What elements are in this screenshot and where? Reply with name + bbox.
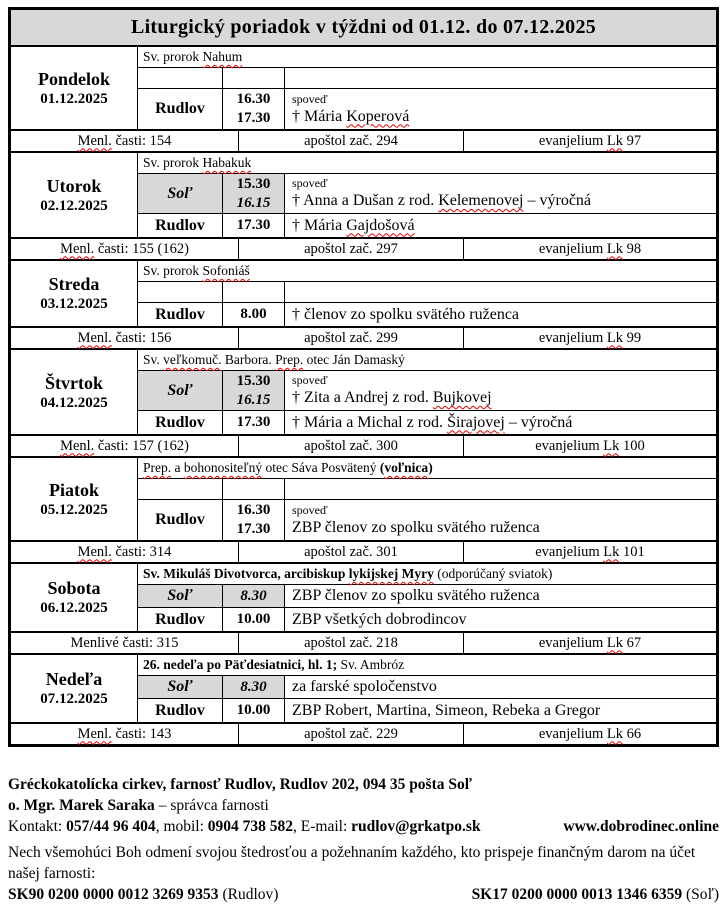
place-cell: Rudlov xyxy=(138,699,223,722)
description-cell xyxy=(285,282,716,302)
schedule-table xyxy=(8,7,719,747)
description-cell: spoveď † Mária Koperová xyxy=(285,89,716,129)
confession-label: spoveď xyxy=(292,91,328,106)
readings-row xyxy=(11,631,716,653)
empty-row xyxy=(138,479,716,500)
place-cell: Rudlov xyxy=(138,89,223,129)
evanjelium-cell: evanjelium Lk 97 xyxy=(538,132,642,149)
service-row xyxy=(138,500,716,540)
day-cell xyxy=(11,458,138,540)
service-row xyxy=(138,371,716,411)
evanjelium-cell: evanjelium Lk 98 xyxy=(538,240,642,257)
spellcheck-word: bohonositeľný xyxy=(183,460,263,475)
day-block-sunday xyxy=(11,655,716,744)
description-cell: spoveď ZBP členov zo spolku svätého ruženca xyxy=(285,500,716,540)
description-cell: ZBP členov zo spolku svätého ruženca xyxy=(292,587,540,604)
evanjelium-cell: evanjelium Lk 67 xyxy=(538,634,642,651)
evanjelium-cell: evanjelium Lk 101 xyxy=(535,543,645,560)
iban-line: SK90 0200 0000 0012 3269 9353 (Rudlov) SK17 0200 0000 0013 1346 6359 (Soľ) xyxy=(8,886,719,903)
spellcheck-word: Širajovej xyxy=(447,413,505,431)
time-cell: 8.00 xyxy=(223,303,285,326)
day-block-tuesday xyxy=(11,153,716,261)
day-date: 05.12.2025 xyxy=(40,501,108,518)
place-cell: Rudlov xyxy=(138,500,223,540)
day-name: Nedeľa xyxy=(45,669,103,689)
menl-casti-cell: Menl. časti: 314 xyxy=(11,542,239,562)
menl-casti-cell: Menl. časti: 143 xyxy=(11,724,239,744)
menl-casti-cell: Menlivé časti: 315 xyxy=(11,633,239,653)
feast-cell: Prep. a bohonositeľný otec Sáva Posvätený ( voľnica ) xyxy=(138,458,716,479)
service-row xyxy=(138,699,716,722)
iban-rudlov: SK90 0200 0000 0012 3269 9353 xyxy=(8,886,219,903)
feast-cell: Sv. veľkomuč. Barbora. Prep. otec Ján Damaský xyxy=(138,350,716,371)
empty-row xyxy=(138,282,716,303)
description-cell: za farské spoločenstvo xyxy=(292,678,437,695)
day-cell xyxy=(11,655,138,722)
apostol-cell: apoštol zač. 218 xyxy=(239,633,464,653)
apostol-cell: apoštol zač. 300 xyxy=(239,436,464,456)
description-cell: † Mária a Michal z rod. Širajovej – výročná xyxy=(292,413,573,431)
day-cell xyxy=(11,47,138,129)
day-block-friday xyxy=(11,458,716,564)
phone-number: 057/44 96 404 xyxy=(66,818,156,835)
place-cell: Soľ xyxy=(138,371,223,410)
page-title xyxy=(11,10,716,47)
day-date: 02.12.2025 xyxy=(40,197,108,214)
time-cell: 8.30 xyxy=(223,585,285,607)
day-block-saturday xyxy=(11,564,716,655)
parish-name-line: Gréckokatolícka cirkev, farnosť Rudlov, Rudlov 202, 094 35 pošta Soľ xyxy=(8,776,473,793)
day-name: Streda xyxy=(48,274,100,294)
day-name: Utorok xyxy=(46,175,102,196)
place-cell: Rudlov xyxy=(138,214,223,237)
spellcheck-word: veľkomuč. xyxy=(163,352,222,367)
place-cell: Rudlov xyxy=(138,411,223,434)
description-cell xyxy=(285,68,716,88)
day-name: Sobota xyxy=(47,578,101,598)
feast-cell: Sv. prorok Habakuk xyxy=(138,153,716,174)
day-date: 04.12.2025 xyxy=(40,394,108,411)
feast-cell: Sv. prorok Nahum xyxy=(138,47,716,68)
description-cell: † Mária Gajdošová xyxy=(292,216,415,234)
day-date: 06.12.2025 xyxy=(40,600,108,616)
spellcheck-word: voľnica xyxy=(384,460,429,475)
service-row xyxy=(138,585,716,608)
spellcheck-word: Gajdošová xyxy=(346,216,415,234)
website-url: www.dobrodinec.online xyxy=(563,818,719,835)
feast-cell: 26. nedeľa po Päťdesiatnici, hl. 1; Sv. Ambróz xyxy=(138,655,716,676)
spellcheck-word: Koperová xyxy=(346,107,410,125)
readings-row xyxy=(11,722,716,744)
priest-line: o. Mgr. Marek Saraka – správca farnosti xyxy=(8,797,269,814)
day-name: Pondelok xyxy=(37,68,111,89)
day-date: 07.12.2025 xyxy=(40,691,108,707)
menl-casti-cell: Menl. časti: 154 xyxy=(11,131,239,151)
description-cell: spoveď † Zita a Andrej z rod. Bujkovej xyxy=(285,371,716,410)
time-cell xyxy=(223,479,285,499)
spellcheck-word: Prep. xyxy=(275,352,304,367)
spellcheck-word: Kelemenovej xyxy=(438,192,524,209)
feast-cell: Sv. Mikuláš Divotvorca, arcibiskup lykijskej Myry (odporúčaný sviatok) xyxy=(138,564,716,585)
time-cell: 16.30 17.30 xyxy=(223,89,285,129)
empty-row xyxy=(138,68,716,89)
menl-casti-cell: Menl. časti: 156 xyxy=(11,328,239,348)
spellcheck-word: lykijskej Myry xyxy=(348,566,434,581)
description-cell: † členov zo spolku svätého ruženca xyxy=(292,305,520,323)
menl-casti-cell: Menl. časti: 157 (162) xyxy=(11,436,239,456)
time-cell xyxy=(223,68,285,88)
spellcheck-word: Prep. xyxy=(143,460,172,475)
time-cell: 16.30 17.30 xyxy=(223,500,285,540)
service-row xyxy=(138,214,716,237)
evanjelium-cell: evanjelium Lk 66 xyxy=(538,725,642,742)
day-cell xyxy=(11,153,138,237)
time-cell xyxy=(223,282,285,302)
service-row xyxy=(138,89,716,129)
readings-row xyxy=(11,326,716,348)
readings-row xyxy=(11,129,716,151)
menl-casti-cell: Menl. časti: 155 (162) xyxy=(11,239,239,259)
place-cell: Soľ xyxy=(138,676,223,698)
time-cell: 17.30 xyxy=(223,411,285,434)
day-block-wednesday xyxy=(11,261,716,350)
day-cell xyxy=(11,564,138,631)
day-date: 03.12.2025 xyxy=(40,296,108,312)
place-cell xyxy=(138,282,223,302)
description-cell: spoveď † Anna a Dušan z rod. Kelemenovej – výročná xyxy=(285,174,716,213)
service-row xyxy=(138,676,716,699)
contact-line: Kontakt: 057/44 96 404, mobil: 0904 738 582, E-mail: rudlov@grkatpo.sk www.dobrodinec.online xyxy=(8,818,719,835)
spellcheck-word: Sofoniáš xyxy=(202,263,250,278)
day-name: Štvrtok xyxy=(45,372,103,393)
description-cell: ZBP Robert, Martina, Simeon, Rebeka a Gregor xyxy=(292,701,601,719)
apostol-cell: apoštol zač. 229 xyxy=(239,724,464,744)
place-cell: Soľ xyxy=(138,585,223,607)
time-cell: 10.00 xyxy=(223,699,285,722)
spellcheck-word: Bujkovej xyxy=(432,389,492,406)
readings-row xyxy=(11,237,716,259)
description-cell xyxy=(285,479,716,499)
service-row xyxy=(138,174,716,214)
place-cell xyxy=(138,68,223,88)
service-row xyxy=(138,411,716,434)
place-cell: Rudlov xyxy=(138,303,223,326)
evanjelium-cell: evanjelium Lk 99 xyxy=(538,329,642,346)
day-block-thursday xyxy=(11,350,716,458)
time-cell: 15.30 16.15 xyxy=(223,371,285,410)
blessing-text: Nech všemohúci Boh odmení svojou štedrosťou a požehnaním každého, kto prispeje finančným darom na účet našej farnosti: xyxy=(8,844,696,882)
place-cell xyxy=(138,479,223,499)
day-date: 01.12.2025 xyxy=(40,90,108,107)
parish-info xyxy=(8,774,719,905)
email-address: rudlov@grkatpo.sk xyxy=(351,818,481,835)
day-name: Piatok xyxy=(48,479,99,500)
iban-sol: SK17 0200 0000 0013 1346 6359 xyxy=(471,886,683,903)
time-cell: 10.00 xyxy=(223,608,285,631)
day-cell xyxy=(11,261,138,326)
apostol-cell: apoštol zač. 299 xyxy=(239,328,464,348)
day-cell xyxy=(11,350,138,434)
time-cell: 15.30 16.15 xyxy=(223,174,285,213)
confession-label: spoveď xyxy=(292,373,328,387)
confession-label: spoveď xyxy=(292,176,328,190)
time-cell: 8.30 xyxy=(223,676,285,698)
description-cell: ZBP všetkých dobrodincov xyxy=(292,610,467,628)
title-text: Liturgický poriadok v týždni od 01.12. do 07.12.2025 xyxy=(130,16,597,38)
spellcheck-word: Nahum xyxy=(202,49,243,64)
apostol-cell: apoštol zač. 297 xyxy=(239,239,464,259)
readings-row xyxy=(11,434,716,456)
spellcheck-word: Habakuk xyxy=(202,155,252,170)
apostol-cell: apoštol zač. 301 xyxy=(239,542,464,562)
place-cell: Soľ xyxy=(138,174,223,213)
feast-cell: Sv. prorok Sofoniáš xyxy=(138,261,716,282)
day-block-monday xyxy=(11,47,716,153)
mobile-number: 0904 738 582 xyxy=(207,818,294,835)
evanjelium-cell: evanjelium Lk 100 xyxy=(535,437,645,454)
confession-label: spoveď xyxy=(292,502,328,517)
service-row xyxy=(138,608,716,631)
service-row xyxy=(138,303,716,326)
readings-row xyxy=(11,540,716,562)
apostol-cell: apoštol zač. 294 xyxy=(239,131,464,151)
place-cell: Rudlov xyxy=(138,608,223,631)
time-cell: 17.30 xyxy=(223,214,285,237)
